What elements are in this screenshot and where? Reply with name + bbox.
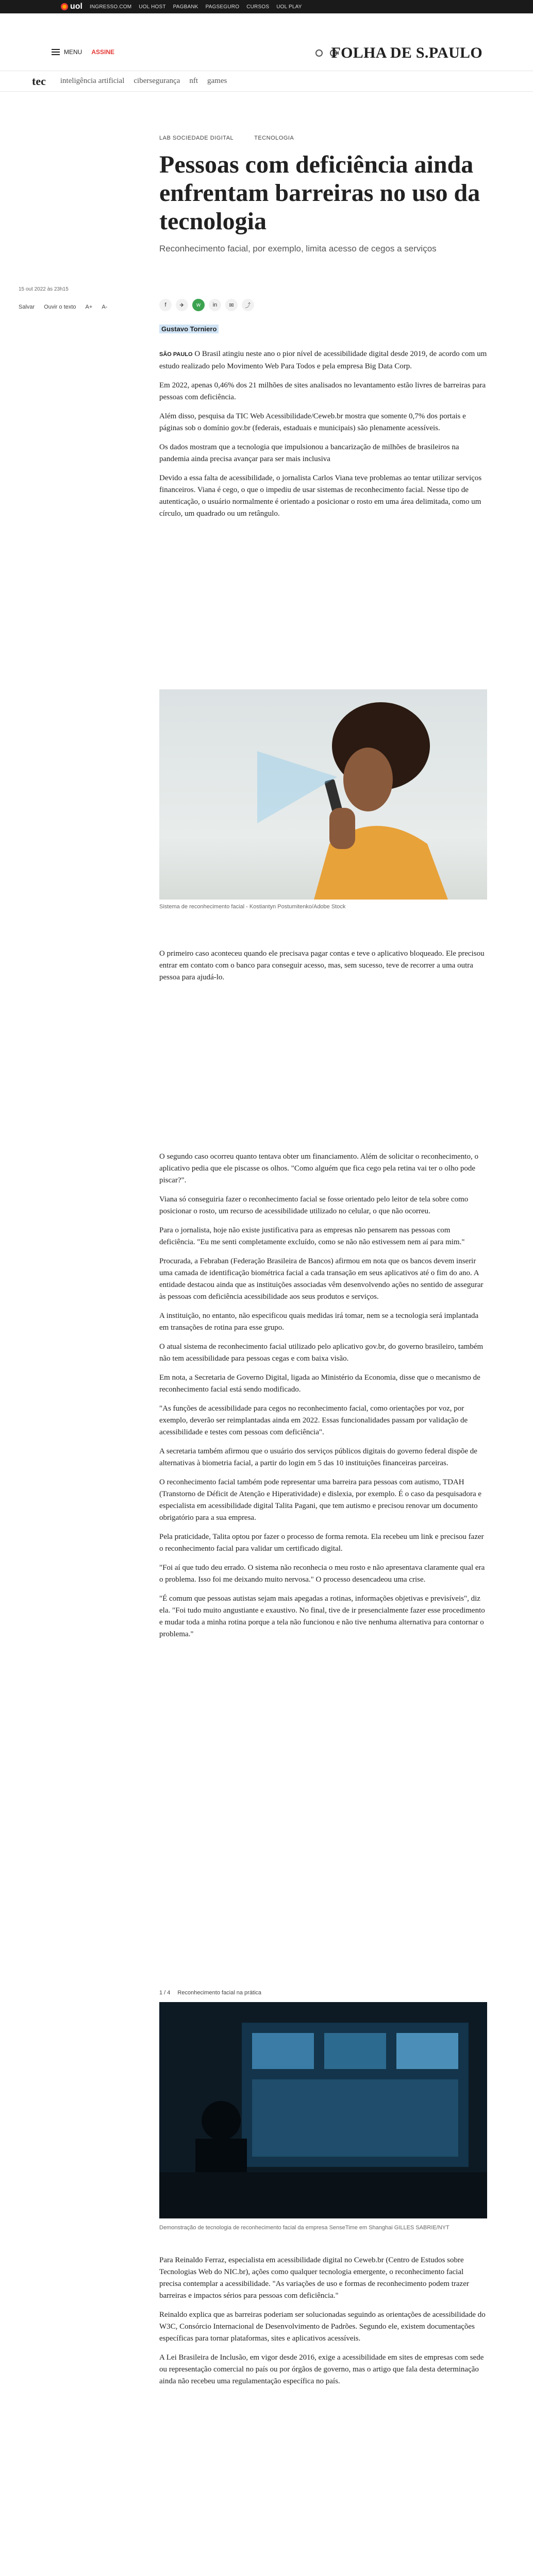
article-kicker <box>159 135 294 141</box>
paragraph-16: O reconhecimento facial também pode representar uma barreira para pessoas com autismo, TDAH (Transtorno de Déficit de Atenção e Hiperatividade) e dislexia, por exemplo. É o caso da pesquisadora e especialista em acessibilidade digital Talita Pagani, que tem autismo e precisou renovar um documento obrigatório para a sua empresa. <box>159 1478 482 1522</box>
uol-link-host[interactable]: UOL HOST <box>139 4 166 10</box>
kicker-tecnologia[interactable]: TECNOLOGIA <box>254 135 294 141</box>
assine-link[interactable]: ASSINE <box>91 48 115 56</box>
gallery-header <box>159 1990 487 1996</box>
paragraph-6: O primeiro caso aconteceu quando ele precisava pagar contas e teve o aplicativo bloqueado. Ele precisou entrar em contato com o banco para conseguir acesso, mas, sem sucesso, teve de recorrer a uma outra pessoa para ajudá-lo. <box>159 950 485 981</box>
nav-item-ia[interactable]: inteligência artificial <box>60 77 125 85</box>
image-caption-2: Demonstração de tecnologia de reconhecimento facial da empresa SenseTime em Shanghai GILLES SABRIE/NYT <box>159 2225 449 2231</box>
article-lede: Reconhecimento facial, por exemplo, limita acesso de cegos a serviços <box>159 244 437 253</box>
paragraph-5: Devido a essa falta de acessibilidade, o jornalista Carlos Viana teve problemas ao tentar utilizar serviços financeiros. Viana é cego, o que o impediu de usar sistemas de reconhecimento facial. Nesse tipo de autenticação, o usuário normalmente é orientado a posicionar o rosto em uma área delimitada, como um círculo, um quadrado ou um retângulo. <box>159 474 482 518</box>
hamburger-icon <box>52 49 60 55</box>
menu-button[interactable] <box>52 48 114 56</box>
email-icon[interactable]: ✉ <box>225 299 238 311</box>
paragraph-22: A Lei Brasileira de Inclusão, em vigor desde 2016, exige a acessibilidade em sites de empresas com sede ou representação comercial no país ou por órgãos de governo, mas o artigo que fala desta determinação ainda não recebeu uma regulamentação específica no país. <box>159 2353 484 2385</box>
article-title: Pessoas com deficiência ainda enfrentam barreiras no uso da tecnologia <box>159 151 480 235</box>
kicker-lab[interactable]: LAB SOCIEDADE DIGITAL <box>159 135 234 141</box>
facebook-icon[interactable]: f <box>159 299 172 311</box>
paragraph-12: O atual sistema de reconhecimento facial utilizado pelo aplicativo gov.br, do governo brasileiro, também não tem acessibilidade para pessoas cegas e com baixa visão. <box>159 1343 484 1363</box>
font-decrease-button[interactable]: A- <box>102 304 108 310</box>
folha-header <box>0 13 533 71</box>
section-title[interactable]: tec <box>32 74 46 88</box>
author-name[interactable]: Gustavo Torniero <box>159 325 219 333</box>
article-toolbar <box>19 304 107 310</box>
uol-top-bar <box>0 0 533 13</box>
article-body-4 <box>159 2255 487 2395</box>
article-body-2 <box>159 948 487 991</box>
paragraph-17: Pela praticidade, Talita optou por fazer o processo de forma remota. Ela recebeu um link e precisou fazer o reconhecimento facial para validar um certificado digital. <box>159 1533 484 1553</box>
paragraph-18: "Foi aí que tudo deu errado. O sistema não reconhecia o meu rosto e não apresentava claramente qual era o problema. Isso foi me deixando muito nervosa." O processo desencadeou uma crise. <box>159 1564 485 1584</box>
city-tag: SÃO PAULO <box>159 351 193 358</box>
uol-logo-icon <box>61 3 68 10</box>
sensetime-demo-illustration <box>159 2002 487 2218</box>
share-bar <box>159 299 254 311</box>
paragraph-20: Para Reinaldo Ferraz, especialista em acessibilidade digital no Ceweb.br (Centro de Estudos sobre Tecnologias Web do NIC.br), ações como qualquer tecnologia emergente, o reconhecimento facial precisa contemplar a acessibilidade. "As variações de uso e formas de reconhecimento podem trazer barreiras e impactos sérios para pessoas com deficiência." <box>159 2256 469 2300</box>
uol-link-cursos[interactable]: CURSOS <box>246 4 270 10</box>
nav-item-ciberseguranca[interactable]: cibersegurança <box>134 77 180 85</box>
gallery-counter: 1 / 4 <box>159 1990 171 1996</box>
paragraph-8: Viana só conseguiria fazer o reconhecimento facial se fosse orientado pelo leitor de tela sobre como posicionar o rosto, um recurso de acessibilidade utilizado no celular, o que não ocorreu. <box>159 1195 469 1215</box>
nav-item-nft[interactable]: nft <box>189 77 198 85</box>
paragraph-9: Para o jornalista, hoje não existe justificativa para as empresas não pensarem nas pessoas com deficiência. "Eu me senti completamente excluído, como se não não estivessem nem aí para mim." <box>159 1226 465 1246</box>
uol-link-ingresso[interactable]: INGRESSO.COM <box>90 4 132 10</box>
paragraph-1 <box>159 348 487 372</box>
save-button[interactable]: Salvar <box>19 304 35 310</box>
paragraph-1-text: O Brasil atingiu neste ano o pior nível de acessibilidade digital desde 2019, de acordo com um estudo realizado pelo Movimento Web Para Todos e pela empresa Big Data Corp. <box>159 350 487 370</box>
paragraph-13: Em nota, a Secretaria de Governo Digital, ligada ao Ministério da Economia, disse que o mecanismo de reconhecimento facial está sendo modificado. <box>159 1374 480 1394</box>
font-increase-button[interactable]: A+ <box>85 304 93 310</box>
paragraph-11: A instituição, no entanto, não especificou quais medidas irá tomar, nem se a tecnologia será implantada em transações de rotina para esse grupo. <box>159 1312 479 1332</box>
search-icon[interactable] <box>315 49 323 57</box>
article-body-1 <box>159 348 487 527</box>
image-caption-1: Sistema de reconhecimento facial - Kostiantyn Postumitenko/Adobe Stock <box>159 904 346 910</box>
article-image-face-recognition[interactable] <box>159 689 487 900</box>
article-body-3 <box>159 1151 487 1648</box>
paragraph-19: "É comum que pessoas autistas sejam mais apegadas a rotinas, informações objetivas e previsíveis", diz ela. "Foi tudo muito angustiante e exaustivo. No final, tive de ir presencialmente fazer esse procedimento e mudar toda a minha rotina porque a tela não funcionou e não tive nenhuma alternativa para contornar o problema." <box>159 1595 485 1638</box>
paragraph-21: Reinaldo explica que as barreiras poderiam ser solucionadas seguindo as orientações de acessibilidade do W3C, Consórcio Internacional de Desenvolvimento de Padrões. Segundo ele, existem documentações específicas para tornar plataformas, sites e aplicativos acessíveis. <box>159 2311 486 2343</box>
nav-item-games[interactable]: games <box>207 77 227 85</box>
share-icon[interactable]: ⤴ <box>242 299 254 311</box>
uol-logo-text: uol <box>70 2 82 11</box>
paragraph-15: A secretaria também afirmou que o usuário dos serviços públicos digitais do governo federal dispõe de alternativas à biometria facial, a partir do login em 5 das 10 instituições financeiras parceiras. <box>159 1447 477 1467</box>
gallery-image-sensetime[interactable] <box>159 2002 487 2218</box>
uol-link-pagbank[interactable]: PAGBANK <box>173 4 198 10</box>
uol-link-play[interactable]: UOL PLAY <box>276 4 302 10</box>
menu-label: MENU <box>64 48 82 56</box>
telegram-icon[interactable]: ✈ <box>176 299 188 311</box>
paragraph-3: Além disso, pesquisa da TIC Web Acessibilidade/Ceweb.br mostra que somente 0,7% dos portais e páginas sob o domínio gov.br (federais, estaduais e municipais) são plenamente acessíveis. <box>159 412 466 432</box>
section-nav <box>0 71 533 92</box>
uol-logo[interactable] <box>61 2 82 11</box>
folha-logo[interactable]: FOLHA DE S.PAULO <box>331 44 482 61</box>
paragraph-14: "As funções de acessibilidade para cegos no reconhecimento facial, como orientações por voz, por exemplo, deverão ser reimplantadas ainda em 2022. Essas funcionalidades passam por validação de acessibilidade e testes com pessoas com deficiência". <box>159 1404 468 1436</box>
linkedin-icon[interactable]: in <box>209 299 221 311</box>
paragraph-10: Procurada, a Febraban (Federação Brasileira de Bancos) afirmou em nota que os bancos devem inserir uma camada de identificação biométrica facial a cada transação em seus aplicativos até o fim do ano. A entidade destacou ainda que as instituições associadas vêm desenvolvendo ações no sentido de assegurar às pessoas com deficiência acessibilidade aos seus produtos e serviços. <box>159 1257 484 1301</box>
gallery-title: Reconhecimento facial na prática <box>177 1990 262 1996</box>
whatsapp-icon[interactable]: w <box>192 299 205 311</box>
paragraph-2: Em 2022, apenas 0,46% dos 21 milhões de sites analisados no levantamento estão livres de barreiras para pessoas com deficiência. <box>159 381 486 401</box>
uol-link-pagseguro[interactable]: PAGSEGURO <box>205 4 240 10</box>
woman-phone-illustration <box>159 689 487 900</box>
listen-button[interactable]: Ouvir o texto <box>44 304 76 310</box>
paragraph-7: O segundo caso ocorreu quanto tentava obter um financiamento. Além de solicitar o reconhecimento, o aplicativo pedia que ele piscasse os olhos. "Como alguém que fica cego pela retina vai ter o olho pode piscar?". <box>159 1153 478 1184</box>
publish-date: 15 out 2022 às 23h15 <box>19 286 69 292</box>
paragraph-4: Os dados mostram que a tecnologia que impulsionou a bancarização de milhões de brasileiros na pandemia ainda precisa avançar para ser mais inclusiva <box>159 443 459 463</box>
